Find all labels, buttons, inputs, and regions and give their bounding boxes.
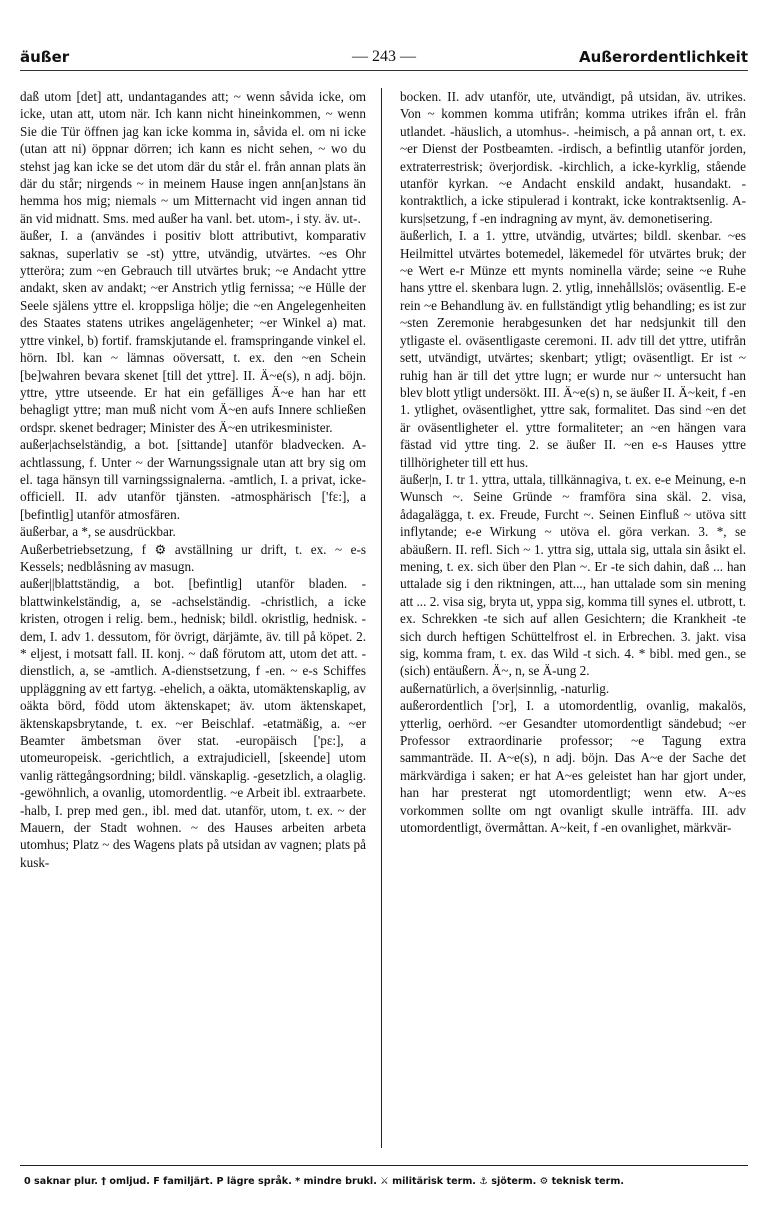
entry: außernatürlich, a över|sinnlig, -naturlig. xyxy=(400,680,610,696)
symbol-legend: 0 saknar plur. † omljud. F familjärt. P lägre språk. * mindre brukl. ⚔ militärisk term. ⚓ sjöterm. ⚙ teknisk term. xyxy=(24,1176,625,1187)
entry: daß utom [det] att, undantagandes att; ~ wenn såvida icke, om icke, utan att, utom när. Ich kann nicht hineinkommen, ~ wenn Sie die Tür öffnen jag kan icke komma in, såvida el. om ni icke (utan att ni) öppnar dörren; ich kann es nicht sehen, ~ wo du stehst jag kan icke se det utom där du står el. från annan plats än där du står; nirgends ~ in meinem Hause ingen ann[an]stans än hemma hos mig; niemals ~ um Mitternacht vid ingen annan tid än vid midnatt. Sms. med außer ha vanl. bet. utom-, i sty. äv. ut-. xyxy=(20,89,366,226)
entry: Außerbetriebsetzung, f ⚙ avställning ur drift, t. ex. ~ e-s Kessels; nedblåsning av masugn. xyxy=(20,541,366,574)
entry: bocken. II. adv utanför, ute, utvändigt, på utsidan, äv. utrikes. Von ~ kommen komma utifrån; komma utrikes ifrån el. från utlandet. -häuslich, a utomhus-. -heimisch, a på annan ort, t. ex. ~er Dienst der Postbeamten. -irdisch, a befintlig utanför jorden, extraterrestrisk; överjordisk. -kirchlich, a icke-kyrklig, stående utanför kyrkan. ~e Andacht enskild andakt, husandakt. -kontraktlich, a icke stipulerad i kontrakt, icke kontraktsenlig. A-kurs|setzung, f -en indragning av mynt, äv. demonetisering. xyxy=(400,89,746,226)
page-number: — 243 — xyxy=(352,48,416,65)
left-column xyxy=(20,88,366,1163)
entry: äußer, I. a (användes i positiv blott attributivt, komparativ saknas, superlativ se -st) yttre, utvändig, utvärtes. ~es Ohr ytteröra; zum ~en Gebrauch till utvärtes bruk; ~e Andacht yttre andakt, sken av andakt; ~er Anstrich ytlig fernissa; ~e Hülle der Seele själens yttre el. kroppsliga hölje; die ~en Angelegenheiten des Staates statens utrikes angelägenheter; ~er Winkel a) mat. yttre vinkel, b) fortif. framskjutande el. framspringande vinkel el. hörn. Ibl. kan ~ lämnas oöversatt, t. ex. den ~en Schein [be]wahren bevara skenet [till det yttre]. II. Ä~e(s), n adj. böjn. yttre, yttre utseende. Er hat ein gefälliges Ä~e han har ett behagligt yttre; man muß nicht vom Ä~en aufs Innere schließen ordspr. skenet bedrager; Minister des Ä~en utrikesminister. xyxy=(20,228,366,435)
header-left-keyword: äußer xyxy=(20,48,70,66)
entry: außer||blattständig, a bot. [befintlig] utanför bladen. -blattwinkelständig, a, se -achselständig. -christlich, a icke kristen, otrogen i relig. bem., hednisk; bildl. okristlig, hednisk. -dem, I. adv 1. dessutom, för övrigt, därjämte, äv. till på köpet. 2. * eljest, i motsatt fall. II. konj. ~ daß förutom att, utom det att. -dienstlich, a, se -amtlich. A-dienstsetzung, f -en. ~ e-s Schiffes uppläggning av ett fartyg. -ehelich, a oäkta, utomäktenskaplig, av oäkta börd, född utom äktenskapet; äv. utom äktenskapet, äktenskapsbrytande, t. ex. ~er Beischlaf. -etatmäßig, a. ~er Beamter ämbetsman över stat. -europäisch ['pɛ:], a utomeuropeisk. -gerichtlich, a extrajudiciell, [skeende] utom vanlig rättegångsordning; bildl. vänskaplig. -gesetzlich, a olaglig. -gewöhnlich, a ovanlig, utomordentlig. ~e Arbeit ibl. extraarbete. -halb, I. prep med gen., ibl. med dat. utanför, utom, t. ex. ~ der Mauern, der Stadt wohnen. ~ des Hauses arbeiten arbeta utomhus; Platz ~ des Wagens plats på utsidan av vagnen; plats på kusk- xyxy=(20,576,366,870)
footer-divider xyxy=(20,1165,748,1166)
header-right-keyword: Außerordentlichkeit xyxy=(578,48,748,66)
column-divider xyxy=(381,88,382,1148)
right-column xyxy=(400,88,746,1163)
entry: äußerlich, I. a 1. yttre, utvändig, utvärtes; bildl. skenbar. ~es Heilmittel utvärtes botemedel, läkemedel för utvärtes bruk; der ~e Wert e-r Münze ett mynts nominella värde; seine ~e Ruhe hans yttre el. skenbara lugn. 2. ytlig, innehållslös; oväsentlig. E-e rein ~e Behandlung äv. en fullständigt ytlig behandling; es ist zur ~sten Zeremonie herabgesunken det har nedsjunkit till den ytligaste el. oväsentligaste ceremoni. II. adv till det yttre, utifrån sett, utvändigt, utvärtes; skenbart; ytligt; oväsentligt. Er ist ~ ruhig han är till det yttre lugn; er wurde nur ~ untersucht han blev blott ytligt undersökt. III. Ä~e(s) n, se äußer II. Ä~keit, f -en 1. ytlighet, oväsentlighet, yttre sak, formalitet. Das sind ~en det är oväsentligheter el. yttre formaliteter; an ~en hängen vara fästad vid yttre ting. 2. se äußer II. ~en e-s Hauses yttre tillhörigheter till ett hus. xyxy=(400,228,746,470)
entry: außerordentlich ['ɔr], I. a utomordentlig, ovanlig, makalös, ytterlig, oerhörd. ~er Gesandter utomordentligt sändebud; ~er Professor extraordinarie professor; ~e Tagung extra sammanträde. II. A~e(s), n adj. böjn. Das A~e der Sache det märkvärdiga i saken; er hat A~es geleistet han har gjort under, han har presterat ngt utomordentligt; wenn etw. A~es vorkommen sollte om ngt ovanligt skulle inträffa. III. adv utomordentligt, övermåttan. A~keit, f -en ovanlighet, märkvär- xyxy=(400,698,746,836)
page-header xyxy=(20,42,748,71)
entry: äußer|n, I. tr 1. yttra, uttala, tillkännagiva, t. ex. e-e Meinung, e-n Wunsch ~. Seine Gründe ~ framföra sina skäl. 2. visa, ådagalägga, t. ex. Freude, Furcht ~. Seinen Einfluß ~ utöva sitt inflytande; e-e Wirkung ~ utöva el. göra verkan. 3. *, se abäußern. II. refl. Sich ~ 1. yttra sig, uttala sig, uttala sin åsikt el. mening, t. ex. sich über den Plan ~. Er -te sich dahin, daß ... han uttalade sig i den riktningen, att..., han uttalade som sin mening att ... 2. visa sig, bryta ut, yppa sig, komma till synes el. utbrott, t. ex. Schrekken -te sich auf allen Gesichtern; die Krankheit -te sich durch heftigen Schüttelfrost el. in Erbrechen. 3. jakt. visa sig, komma fram, t. ex. das Wild -t sich. 4. * bibl. med gen., se (sich) entäußern. Ä~, n, se Ä-ung 2. xyxy=(400,471,746,679)
entry: außer|achselständig, a bot. [sittande] utanför bladvecken. A-achtlassung, f. Unter ~ der Warnungssignale utan att bry sig om el. taga hänsyn till varningssignalerna. -amtlich, I. a privat, icke-officiell. II. adv utanför tjänsten. -atmosphärisch ['fɛ:], a [befintlig] utanför atmosfären. xyxy=(20,437,366,522)
entry: äußerbar, a *, se ausdrückbar. xyxy=(20,524,176,540)
